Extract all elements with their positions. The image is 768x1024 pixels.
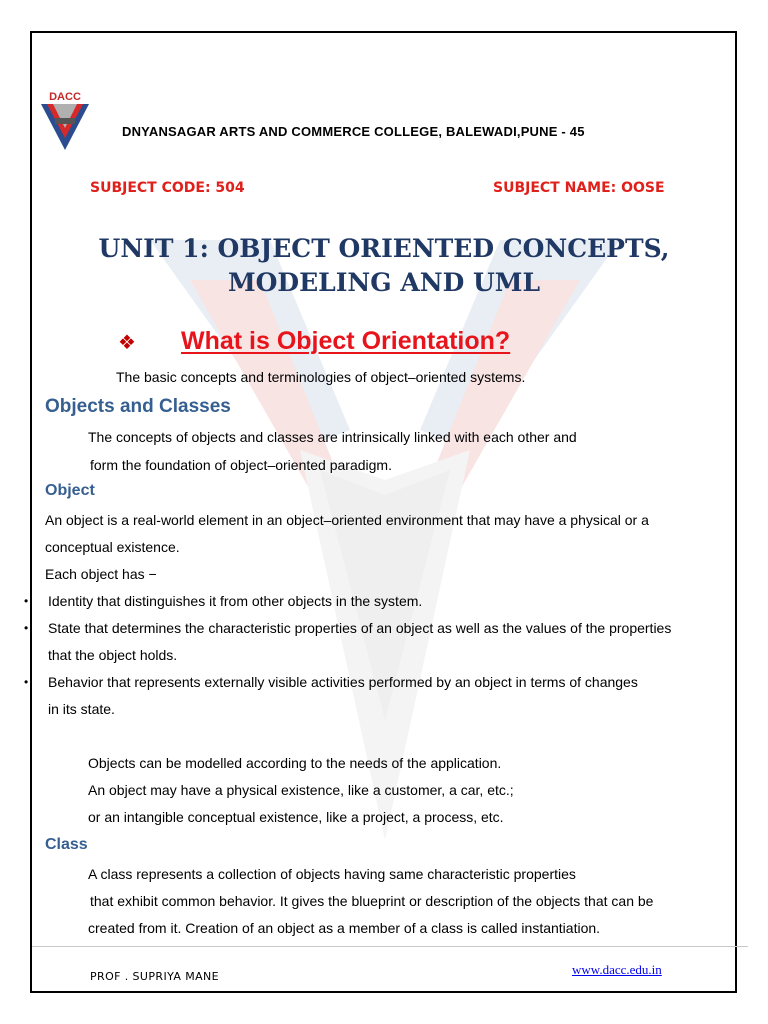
- object-text-1: An object is a real-world element in an object–oriented environment that may have a physical or a: [45, 512, 649, 528]
- bullet-behavior-line-1: Behavior that represents externally visible activities performed by an object in terms of changes: [48, 674, 638, 690]
- footer-divider: [32, 946, 748, 947]
- object-text-3: Each object has −: [45, 566, 157, 582]
- bullet-state-line-2: that the object holds.: [48, 647, 178, 663]
- college-name: DNYANSAGAR ARTS AND COMMERCE COLLEGE, BALEWADI,PUNE - 45: [122, 124, 585, 139]
- object-extra-3: or an intangible conceptual existence, like a project, a process, etc.: [88, 809, 504, 825]
- unit-title-line-2: MODELING AND UML: [227, 268, 541, 297]
- intro-text: The basic concepts and terminologies of object–oriented systems.: [116, 369, 526, 385]
- class-heading: Class: [45, 836, 88, 853]
- object-extra-2: An object may have a physical existence, like a customer, a car, etc.;: [88, 782, 514, 798]
- footer-website-link[interactable]: www.dacc.edu.in: [572, 962, 662, 977]
- class-text-2: that exhibit common behavior. It gives the blueprint or description of the objects that can be: [90, 893, 654, 909]
- bullet-identity: Identity that distinguishes it from other objects in the system.: [48, 593, 423, 609]
- subject-code: SUBJECT CODE: 504: [90, 180, 245, 196]
- unit-title-line-1: UNIT 1: OBJECT ORIENTED CONCEPTS,: [98, 234, 670, 263]
- bullet-state-line-1: State that determines the characteristic properties of an object as well as the values of the properties: [48, 620, 672, 636]
- dacc-logo: [38, 88, 92, 154]
- bullet-behavior-line-2: in its state.: [48, 701, 115, 717]
- bullet-dot: •: [24, 675, 29, 689]
- objects-classes-heading: Objects and Classes: [45, 396, 231, 417]
- footer-author: PROF . SUPRIYA MANE: [90, 970, 219, 983]
- objects-classes-text-2: form the foundation of object–oriented paradigm.: [90, 457, 392, 473]
- objects-classes-text-1: The concepts of objects and classes are intrinsically linked with each other and: [88, 429, 577, 445]
- object-text-2: conceptual existence.: [45, 539, 180, 555]
- subject-name: SUBJECT NAME: OOSE: [493, 180, 665, 196]
- class-text-3: created from it. Creation of an object as a member of a class is called instantiation.: [88, 920, 601, 936]
- section-heading: What is Object Orientation?: [181, 327, 511, 355]
- class-text-1: A class represents a collection of objects having same characteristic properties: [88, 866, 576, 882]
- unit-title: [40, 232, 728, 300]
- diamond-bullet-icon: ❖: [118, 332, 136, 354]
- bullet-dot: •: [24, 594, 29, 608]
- bullet-dot: •: [24, 621, 29, 635]
- logo-text: DACC: [49, 91, 81, 103]
- object-extra-1: Objects can be modelled according to the needs of the application.: [88, 755, 502, 771]
- object-heading: Object: [45, 482, 95, 499]
